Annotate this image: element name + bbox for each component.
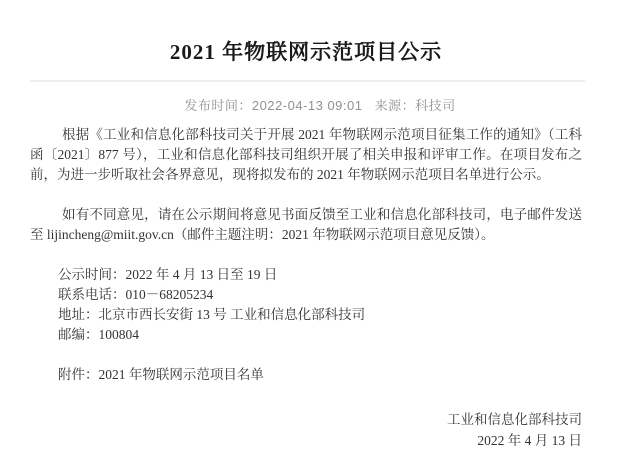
- meta-bar: [0, 95, 640, 114]
- contact-address: 地址：北京市西长安街 13 号 工业和信息化部科技司: [58, 307, 366, 322]
- title-divider: [30, 80, 585, 82]
- source-value: 科技司: [415, 98, 456, 113]
- paragraph-intro: 根据《工业和信息化部科技司关于开展 2021 年物联网示范项目征集工作的通知》（工科函〔2021〕877 号），工业和信息化部科技司组织开展了相关申报和评审工作。在项目发布之前，为进一步听取社会各界意见，现将拟发布的 2021 年物联网示范项目名单进行公示。: [30, 127, 582, 182]
- signature-date: 2022 年 4 月 13 日: [477, 433, 582, 448]
- attachment-line: 附件：2021 年物联网示范项目名单: [58, 367, 264, 382]
- page-title: 2021 年物联网示范项目公示: [169, 40, 443, 64]
- contact-phone: 联系电话：010－68205234: [58, 287, 214, 302]
- publish-time-value: 2022-04-13 09:01: [251, 98, 363, 113]
- contact-postcode: 邮编：100804: [58, 327, 139, 342]
- publish-time-label: 发布时间：: [184, 98, 252, 113]
- source-label: 来源：: [374, 98, 416, 113]
- signature-org: 工业和信息化部科技司: [447, 412, 582, 427]
- document-body: [0, 114, 640, 451]
- paragraph-feedback: 如有不同意见，请在公示期间将意见书面反馈至工业和信息化部科技司，电子邮件发送至 lijincheng@miit.gov.cn（邮件主题注明：2021 年物联网示范项目意见反馈）。: [30, 207, 582, 242]
- contact-publicity-period: 公示时间：2022 年 4 月 13 日至 19 日: [58, 267, 278, 282]
- contact-block: [30, 265, 582, 345]
- signature-block: [30, 409, 582, 451]
